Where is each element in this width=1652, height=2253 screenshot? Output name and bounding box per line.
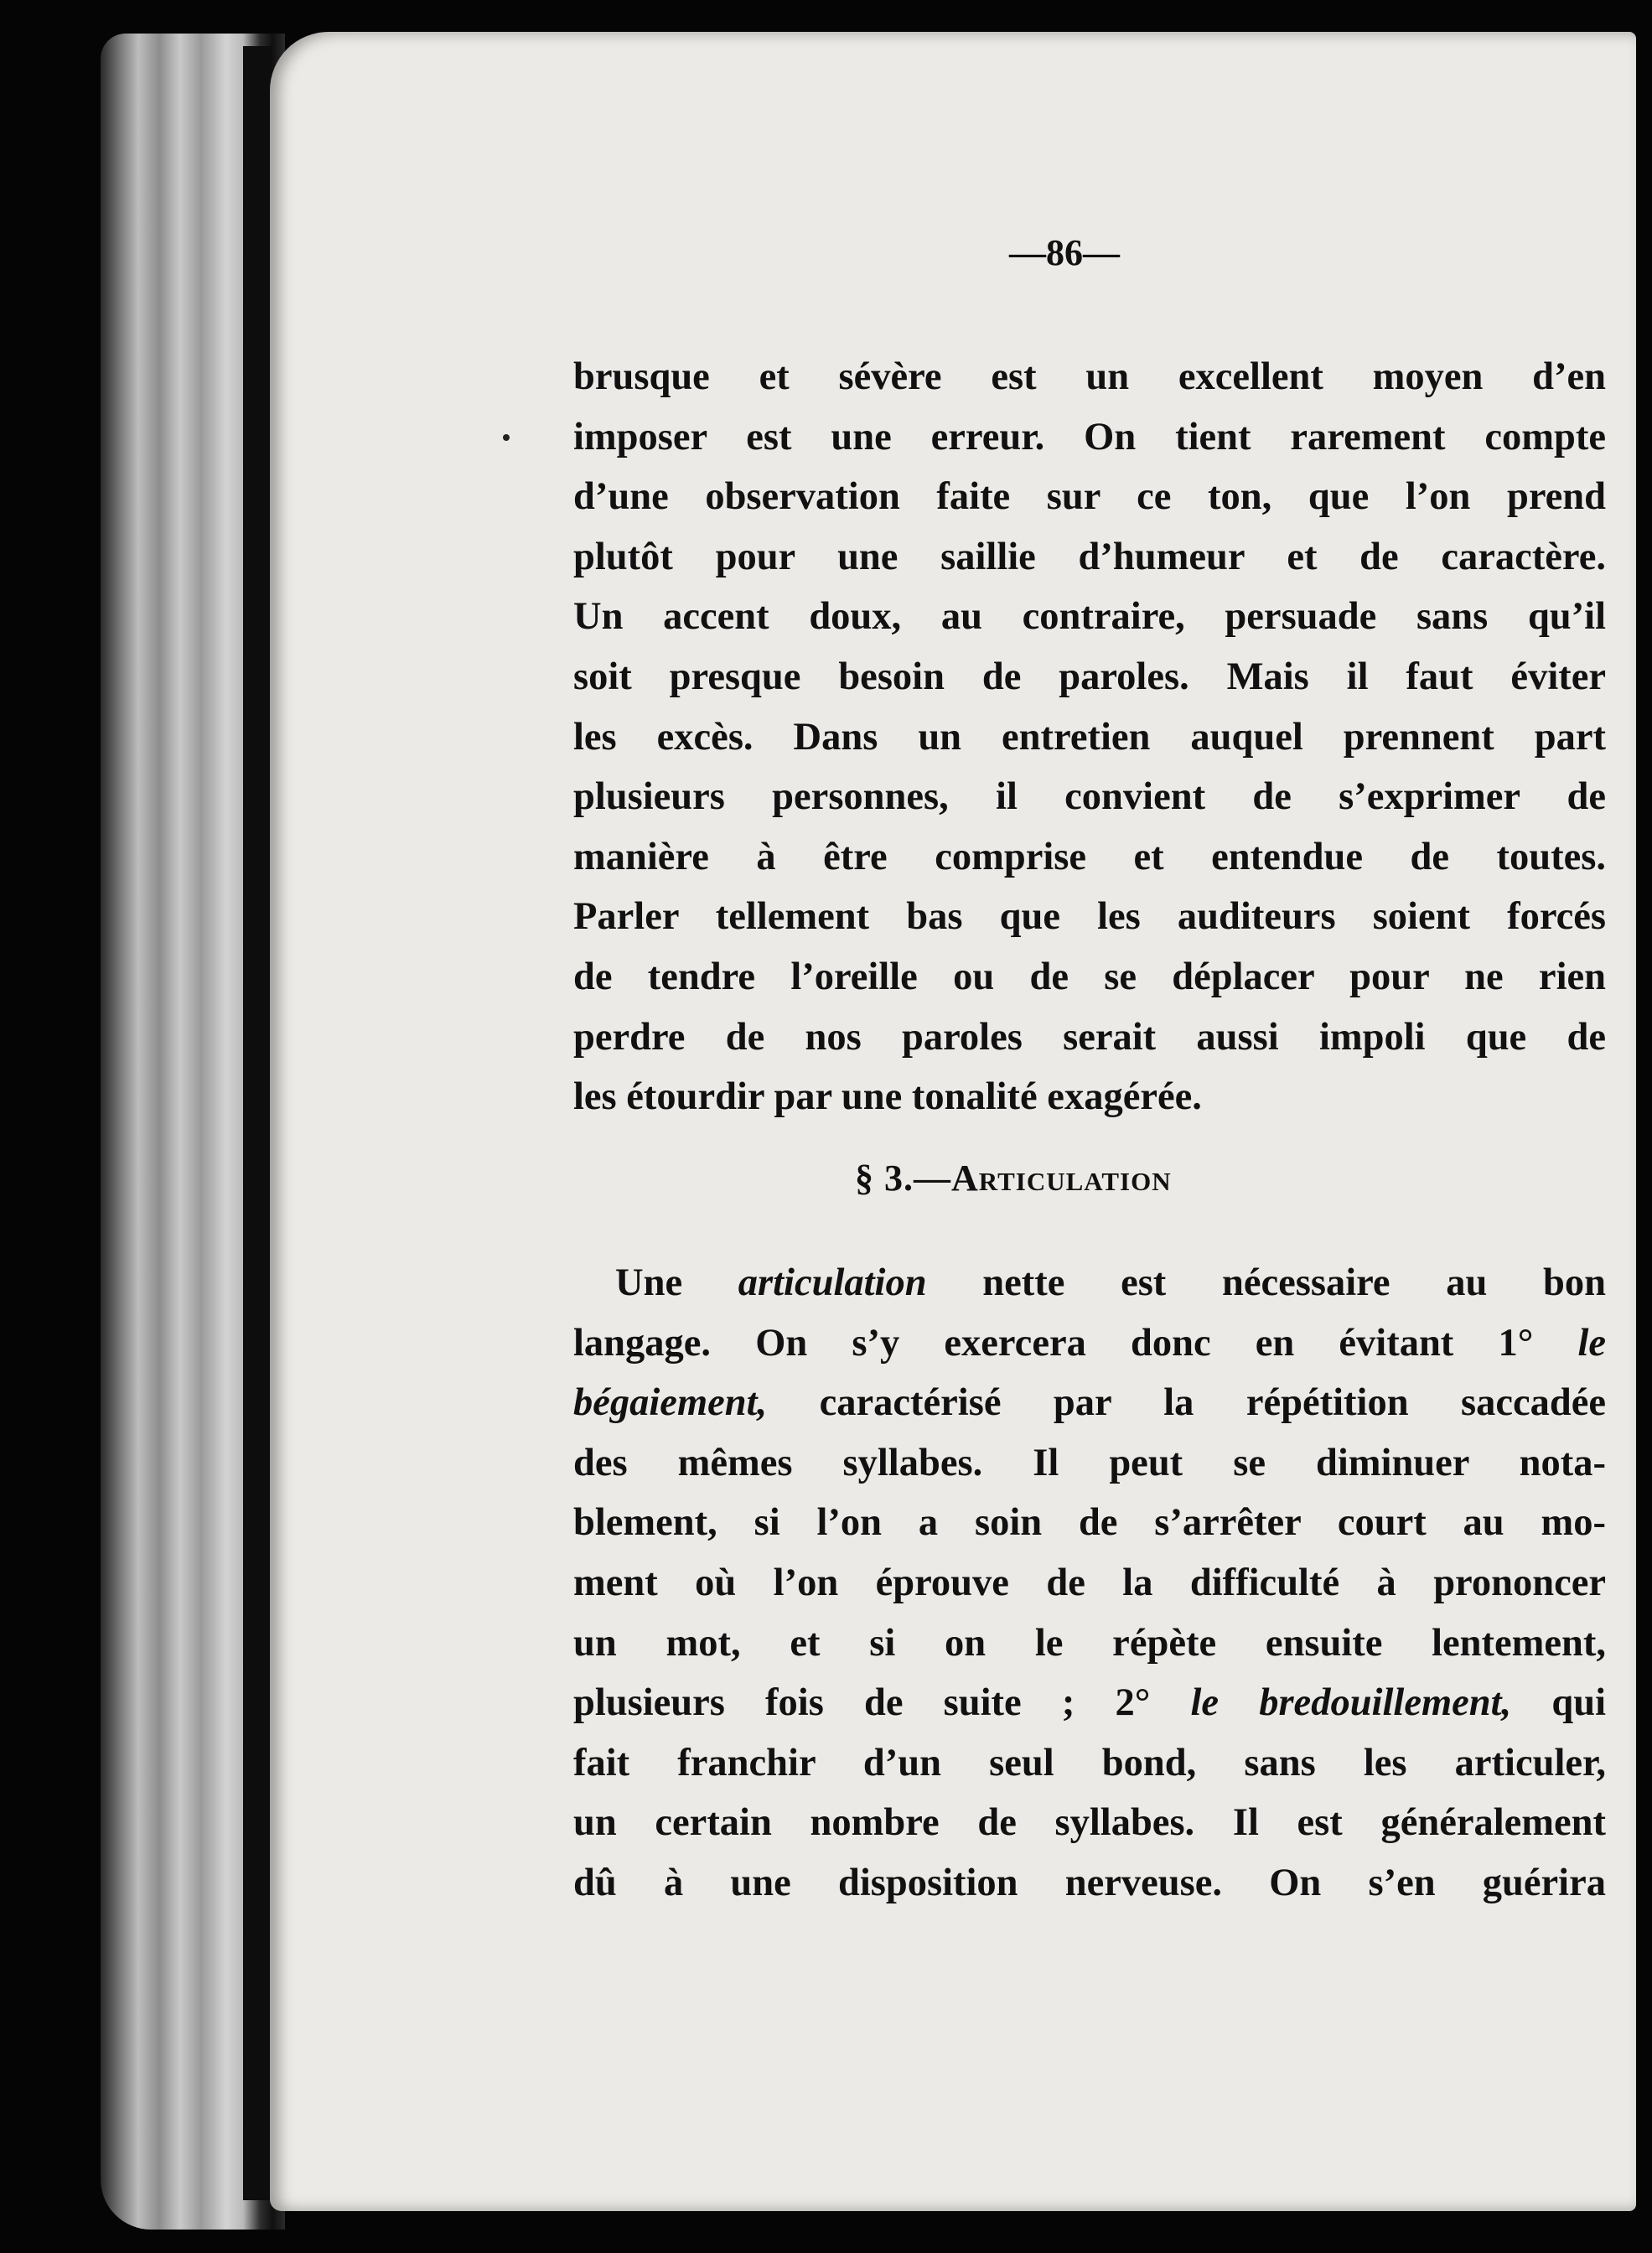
section-title: Articulation [951, 1158, 1172, 1199]
text-run: plusieurs fois de suite ; 2° [573, 1681, 1151, 1725]
paragraph-line [573, 1313, 1606, 1374]
paragraph-line: dû à une disposition nerveuse. On s’en guérira [573, 1861, 1606, 1904]
paragraph-line: soit presque besoin de paroles. Mais il faut éviter [573, 655, 1606, 698]
paragraph-line: perdre de nos paroles serait aussi impoli que de [573, 1015, 1606, 1059]
paragraph-line: les étourdir par une tonalité exagérée. [573, 1075, 1202, 1119]
text-run: caractérisé par la répétition saccadée [819, 1381, 1607, 1425]
italic-term: le bredouillement, [1190, 1681, 1512, 1725]
paragraph-line: plutôt pour une saillie d’humeur et de caractère. [573, 535, 1606, 578]
paragraph-line: ment où l’on éprouve de la difficulté à prononcer [573, 1561, 1606, 1604]
section-heading [855, 1157, 1324, 1199]
text-run: nette est nécessaire au bon [982, 1261, 1606, 1304]
paragraph-line: des mêmes syllabes. Il peut se diminuer nota- [573, 1441, 1606, 1484]
paragraph-line: de tendre l’oreille ou de se déplacer pour ne rien [573, 955, 1606, 998]
paragraph-line: imposer est une erreur. On tient rarement compte [573, 415, 1606, 458]
paragraph-line [573, 1253, 1606, 1313]
italic-term: bégaiement, [573, 1381, 768, 1425]
paragraph-line [573, 1373, 1606, 1433]
paragraph-line: d’une observation faite sur ce ton, que l’on prend [573, 475, 1606, 519]
text-run: langage. On s’y exercera donc en évitant 1° [573, 1321, 1534, 1365]
paragraph-line [573, 1673, 1606, 1733]
italic-term: le [1577, 1321, 1607, 1365]
paragraph-line: blement, si l’on a soin de s’arrêter court au mo- [573, 1501, 1606, 1545]
paragraph-line: Un accent doux, au contraire, persuade sans qu’il [573, 595, 1606, 639]
paragraph-line: un mot, et si on le répète ensuite lentement, [573, 1621, 1606, 1665]
paragraph-line: fait franchir d’un seul bond, sans les articuler, [573, 1741, 1606, 1784]
page-number: —86— [1009, 232, 1120, 273]
paragraph-2 [573, 1253, 1606, 1914]
paragraph-line: Parler tellement bas que les auditeurs soient forcés [573, 895, 1606, 939]
paragraph-line: manière à être comprise et entendue de toutes. [573, 835, 1606, 878]
margin-mark [503, 434, 510, 441]
book-spine-shadow [243, 46, 272, 2200]
paragraph-line: plusieurs personnes, il convient de s’exprimer de [573, 775, 1606, 819]
paragraph-1 [573, 347, 1606, 1127]
italic-term: articulation [738, 1261, 927, 1304]
paragraph-line: brusque et sévère est un excellent moyen d’en [573, 355, 1606, 398]
paragraph-line: les excès. Dans un entretien auquel prennent part [573, 715, 1606, 759]
text-run: qui [1551, 1681, 1606, 1725]
paragraph-line: un certain nombre de syllabes. Il est généralement [573, 1801, 1606, 1845]
text-run: Une [615, 1261, 683, 1304]
section-number: § 3.— [855, 1158, 951, 1199]
